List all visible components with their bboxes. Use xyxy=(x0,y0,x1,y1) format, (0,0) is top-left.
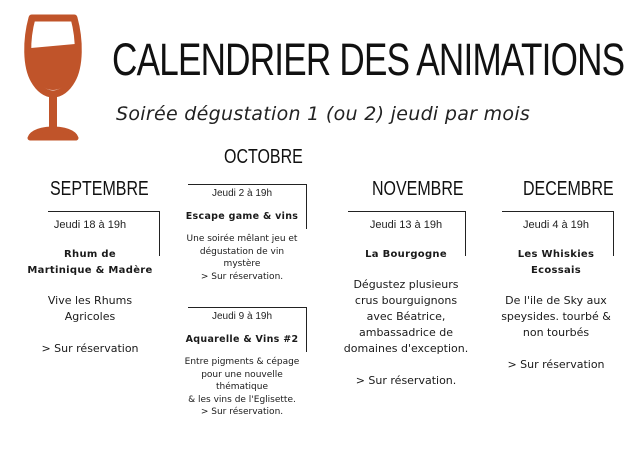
event-description: mystère xyxy=(223,259,261,269)
event-name: Ecossais xyxy=(530,265,582,276)
event-date: Jeudi 18 à 19h xyxy=(53,219,127,231)
event-description: ambassadrice de xyxy=(358,326,453,339)
reservation-note: > Sur réservation. xyxy=(200,407,284,417)
event-description: Agricoles xyxy=(64,310,116,323)
event-description: Entre pigments & cépage xyxy=(184,357,300,367)
event-description: avec Béatrice, xyxy=(366,310,446,323)
reservation-note: > Sur réservation. xyxy=(355,374,457,387)
event-description: domaines d'exception. xyxy=(343,342,469,355)
event-december xyxy=(486,217,626,373)
event-date: Jeudi 4 à 19h xyxy=(522,219,590,231)
event-description: crus bourguignons xyxy=(354,294,458,307)
event-name: Martinique & Madère xyxy=(27,265,153,276)
month-november: NOVEMBRE xyxy=(372,178,464,200)
event-name: Escape game & vins xyxy=(185,210,299,222)
event-description: Vive les Rhums xyxy=(47,294,133,307)
event-name: Aquarelle & Vins #2 xyxy=(185,333,299,345)
event-name: La Bourgogne xyxy=(365,249,447,260)
event-description: & les vins de l'Eglisette. xyxy=(188,394,296,405)
event-description: Une soirée mêlant jeu et xyxy=(186,234,298,244)
month-december: DECEMBRE xyxy=(523,178,614,200)
page-subtitle: Soirée dégustation 1 (ou 2) jeudi par mois xyxy=(116,103,531,125)
event-description: thématique xyxy=(215,382,269,392)
month-september: SEPTEMBRE xyxy=(50,178,149,200)
event-september xyxy=(20,217,160,357)
event-description: pour une nouvelle xyxy=(201,369,283,380)
event-date: Jeudi 13 à 19h xyxy=(369,219,443,231)
event-description: Dégustez plusieurs xyxy=(353,278,459,291)
event-description: speysides. tourbé & xyxy=(501,310,611,323)
month-october: OCTOBRE xyxy=(224,146,303,168)
event-name: Les Whiskies xyxy=(517,249,595,260)
reservation-note: > Sur réservation xyxy=(507,358,605,371)
reservation-note: > Sur réservation xyxy=(41,342,139,355)
event-description: De l'ile de Sky aux xyxy=(505,294,607,307)
event-october-2 xyxy=(172,311,312,419)
wine-glass-icon xyxy=(18,14,88,144)
event-october-1 xyxy=(172,188,312,283)
event-november xyxy=(336,217,476,389)
event-description: dégustation de vin xyxy=(199,246,285,257)
event-description: non tourbés xyxy=(522,326,590,339)
page-title: CALENDRIER DES ANIMATIONS xyxy=(112,34,625,85)
reservation-note: > Sur réservation. xyxy=(200,271,284,282)
event-name: Rhum de xyxy=(64,249,116,260)
event-date: Jeudi 9 à 19h xyxy=(211,311,273,322)
event-date: Jeudi 2 à 19h xyxy=(211,188,273,199)
